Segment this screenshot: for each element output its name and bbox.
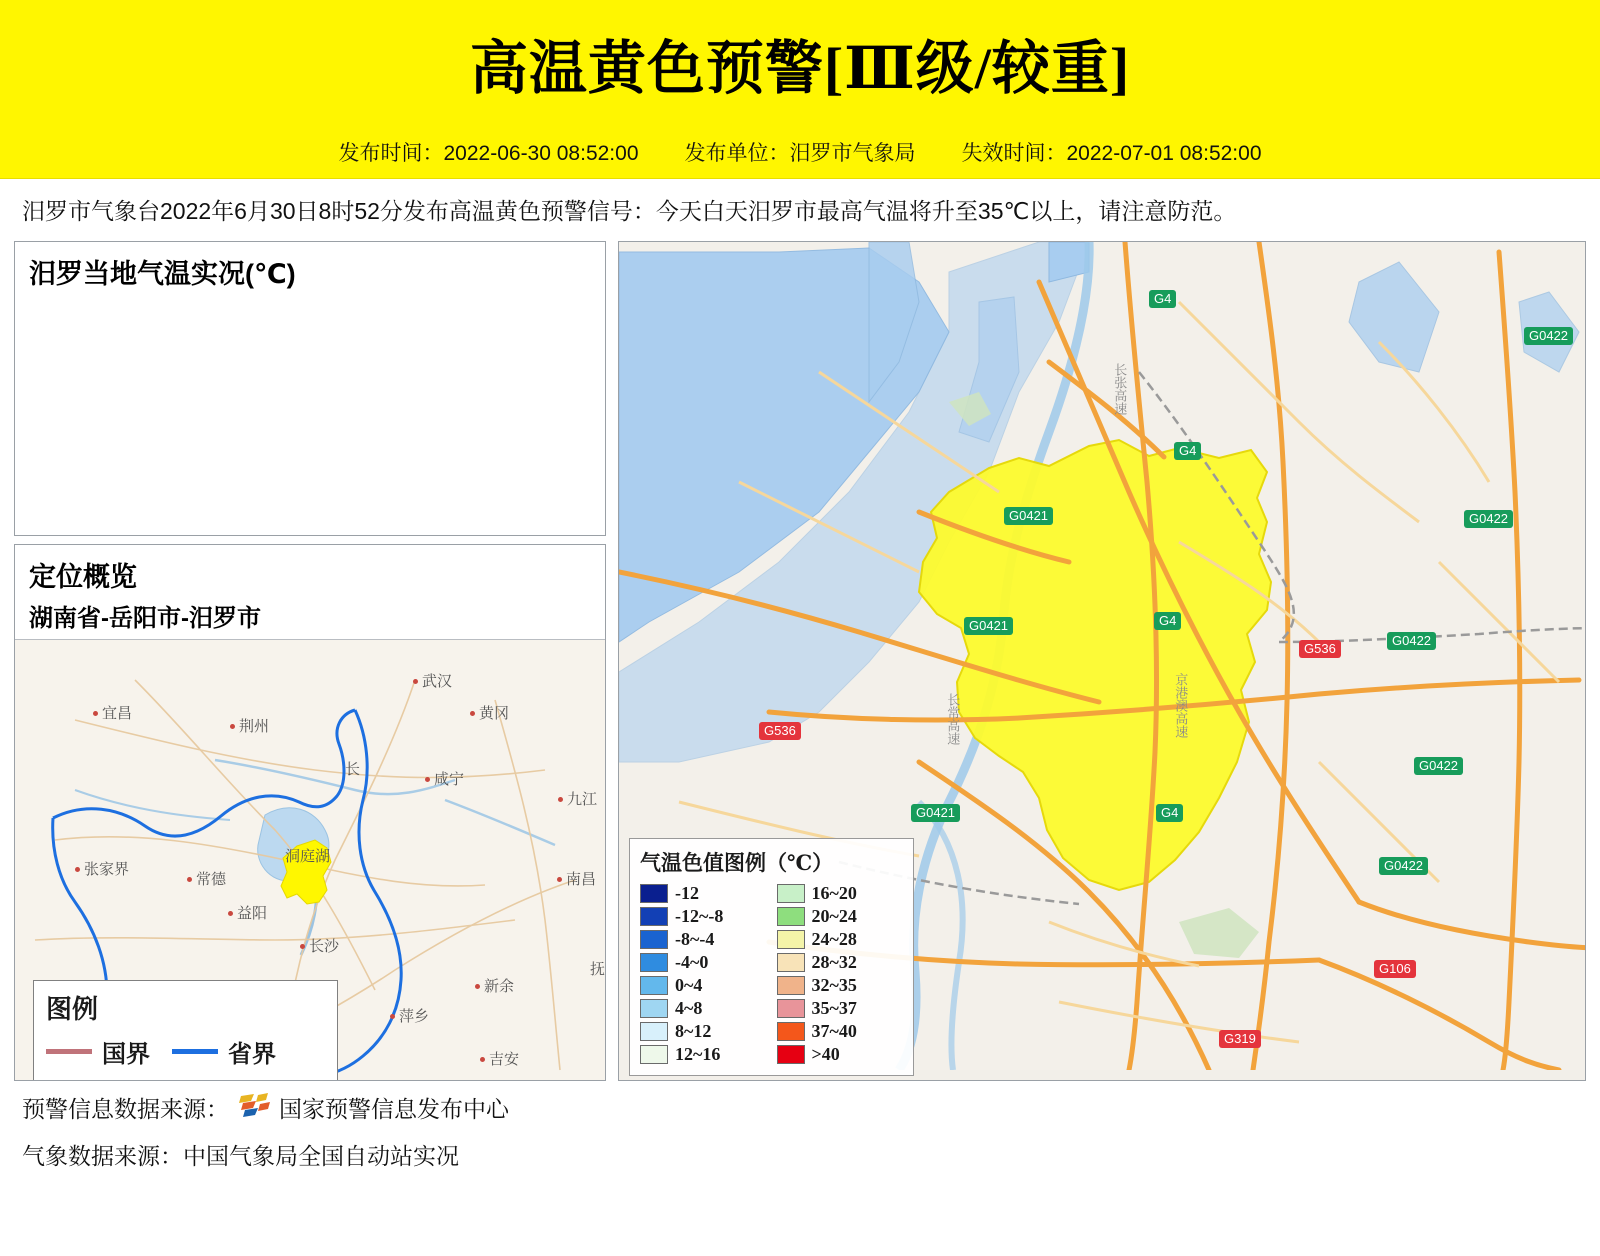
temperature-swatch — [640, 884, 668, 903]
city-dot-icon — [475, 984, 480, 989]
overview-map-city-label — [230, 715, 269, 736]
city-dot-icon — [480, 1057, 485, 1062]
city-name: 常德 — [196, 870, 227, 888]
temperature-legend-item — [640, 975, 767, 996]
overview-map-city-label — [470, 702, 509, 723]
temperature-range-label: -4~0 — [675, 951, 709, 972]
temperature-legend-item — [777, 906, 904, 927]
city-name: 宜昌 — [102, 704, 133, 722]
temperature-range-label: 8~12 — [675, 1020, 712, 1041]
location-overview-subtitle: 湖南省-岳阳市-汨罗市 — [29, 604, 261, 632]
temperature-range-label: >40 — [811, 1043, 840, 1064]
city-dot-icon — [228, 911, 233, 916]
alert-header-band — [0, 0, 1600, 125]
overview-map-city-label — [187, 868, 226, 889]
main-map[interactable] — [618, 241, 1586, 1081]
city-dot-icon — [187, 877, 192, 882]
temperature-range-label: 28~32 — [811, 951, 857, 972]
temperature-legend-item — [777, 1021, 904, 1042]
content-area — [0, 241, 1600, 1081]
city-name: 南昌 — [566, 870, 597, 888]
legend-item-national-border — [46, 1034, 150, 1069]
temperature-swatch — [777, 1022, 805, 1041]
alert-meta-band — [0, 125, 1600, 179]
page-title: 高温黄色预警[Ⅲ级/较重] — [469, 35, 1131, 101]
local-temperature-title: 汨罗当地气温实况(℃) — [29, 258, 296, 289]
overview-map-city-label — [75, 858, 129, 879]
city-dot-icon — [390, 1014, 395, 1019]
temperature-legend-item — [640, 998, 767, 1019]
temperature-legend-item — [777, 1044, 904, 1065]
temperature-swatch — [640, 999, 668, 1018]
temperature-legend-item — [777, 975, 904, 996]
overview-map-city-label — [558, 788, 597, 809]
issuing-organization: 发布单位：汨罗市气象局 — [684, 141, 916, 165]
city-name: 洞庭湖 — [285, 847, 331, 865]
location-overview-title: 定位概览 — [29, 561, 137, 592]
temperature-legend-item — [640, 883, 767, 904]
overview-map-city-label — [93, 702, 132, 723]
road-shield: G0422 — [1414, 757, 1463, 775]
city-name: 吉安 — [489, 1050, 520, 1068]
city-dot-icon — [470, 711, 475, 716]
road-shield: G0421 — [964, 617, 1013, 635]
road-shield: G0421 — [911, 804, 960, 822]
city-dot-icon — [75, 867, 80, 872]
city-dot-icon — [93, 711, 98, 716]
temperature-range-label: 16~20 — [811, 882, 857, 903]
local-temperature-panel — [14, 241, 606, 536]
temperature-swatch — [777, 976, 805, 995]
temperature-legend-title: 气温色值图例（℃） — [640, 850, 834, 875]
city-name: 张家界 — [84, 860, 130, 878]
city-name: 长沙 — [309, 937, 340, 955]
overview-map-city-label — [557, 868, 596, 889]
temperature-range-label: 20~24 — [811, 905, 857, 926]
footer — [0, 1081, 1600, 1171]
road-shield: G0422 — [1379, 857, 1428, 875]
city-dot-icon — [300, 944, 305, 949]
road-shield: G0422 — [1464, 510, 1513, 528]
overview-map-city-label — [475, 975, 514, 996]
legend-label-province-border: 省界 — [228, 1041, 276, 1068]
temperature-swatch — [777, 953, 805, 972]
road-shield: G536 — [1299, 640, 1341, 658]
overview-map-city-label — [480, 1048, 519, 1069]
city-name: 抚 — [590, 960, 605, 978]
city-name: 荆州 — [239, 717, 270, 735]
location-overview-panel — [14, 544, 606, 1081]
legend-item-province-border — [172, 1034, 276, 1069]
city-name: 武汉 — [422, 672, 453, 690]
national-border-swatch — [46, 1049, 92, 1054]
city-name: 九江 — [567, 790, 598, 808]
road-shield: 长常高速 — [945, 692, 961, 745]
road-shield: G0422 — [1524, 327, 1573, 345]
footer-source-org: 国家预警信息发布中心 — [279, 1095, 509, 1122]
footer-data-source: 气象数据来源：中国气象局全国自动站实况 — [22, 1142, 459, 1169]
city-dot-icon — [558, 797, 563, 802]
road-shield: 京港澳高速 — [1173, 672, 1189, 738]
city-name: 长 — [345, 760, 361, 778]
footer-source-row — [22, 1091, 1578, 1124]
overview-map-city-label — [590, 958, 605, 979]
footer-source-label: 预警信息数据来源： — [22, 1095, 229, 1122]
city-dot-icon — [557, 877, 562, 882]
road-shield: G319 — [1219, 1030, 1261, 1048]
temperature-range-label: 24~28 — [811, 928, 857, 949]
city-name: 咸宁 — [434, 770, 465, 788]
temperature-swatch — [640, 953, 668, 972]
overview-map-city-label — [300, 935, 339, 956]
legend-label-national-border: 国界 — [102, 1041, 150, 1068]
road-shield: G4 — [1156, 804, 1183, 822]
temperature-swatch — [640, 907, 668, 926]
footer-data-source-row — [22, 1138, 1578, 1171]
temperature-legend-item — [640, 1021, 767, 1042]
temperature-swatch — [640, 1022, 668, 1041]
temperature-swatch — [640, 1045, 668, 1064]
road-shield: G536 — [759, 722, 801, 740]
temperature-range-label: 4~8 — [675, 997, 703, 1018]
road-shield: G0421 — [1004, 507, 1053, 525]
city-name: 新余 — [484, 977, 515, 995]
warning-center-logo-icon — [237, 1092, 271, 1122]
city-name: 黄冈 — [479, 704, 510, 722]
overview-map-city-label — [285, 845, 330, 866]
overview-map-city-label — [345, 758, 360, 779]
overview-map-city-label — [425, 768, 464, 789]
temperature-swatch — [777, 930, 805, 949]
temperature-legend-item — [640, 952, 767, 973]
alert-summary-text: 汨罗市气象台2022年6月30日8时52分发布高温黄色预警信号：今天白天汨罗市最高气温将升至35℃以上，请注意防范。 — [22, 198, 1237, 224]
province-border-swatch — [172, 1049, 218, 1054]
road-shield: 长张高速 — [1112, 362, 1128, 415]
temperature-swatch — [777, 1045, 805, 1064]
issue-time: 发布时间：2022-06-30 08:52:00 — [338, 141, 639, 165]
road-shield: G4 — [1174, 442, 1201, 460]
overview-map-legend — [33, 980, 338, 1081]
road-shield: G4 — [1149, 290, 1176, 308]
temperature-range-label: 35~37 — [811, 997, 857, 1018]
overview-map-city-label — [228, 902, 267, 923]
temperature-legend-item — [777, 952, 904, 973]
temperature-swatch — [777, 884, 805, 903]
temperature-swatch — [777, 907, 805, 926]
city-dot-icon — [425, 777, 430, 782]
temperature-swatch — [777, 999, 805, 1018]
overview-legend-title: 图例 — [46, 994, 99, 1024]
temperature-swatch — [640, 930, 668, 949]
overview-map-city-label — [413, 670, 452, 691]
temperature-range-label: 12~16 — [675, 1043, 721, 1064]
road-shield: G106 — [1374, 960, 1416, 978]
city-dot-icon — [230, 724, 235, 729]
expire-time: 失效时间：2022-07-01 08:52:00 — [961, 141, 1262, 165]
city-name: 萍乡 — [399, 1007, 430, 1025]
temperature-range-label: -8~-4 — [675, 928, 715, 949]
temperature-legend-item — [640, 1044, 767, 1065]
overview-map[interactable] — [15, 639, 605, 1081]
temperature-legend-item — [777, 929, 904, 950]
temperature-range-label: -12 — [675, 882, 699, 903]
temperature-legend — [629, 838, 914, 1076]
road-shield: G4 — [1154, 612, 1181, 630]
temperature-legend-item — [640, 929, 767, 950]
temperature-legend-item — [640, 906, 767, 927]
temperature-legend-item — [777, 883, 904, 904]
temperature-legend-items — [640, 883, 903, 1065]
left-column — [14, 241, 606, 1081]
city-name: 益阳 — [237, 904, 268, 922]
temperature-range-label: -12~-8 — [675, 905, 724, 926]
temperature-range-label: 32~35 — [811, 974, 857, 995]
temperature-swatch — [640, 976, 668, 995]
road-shield: G0422 — [1387, 632, 1436, 650]
city-dot-icon — [413, 679, 418, 684]
overview-map-city-label — [390, 1005, 429, 1026]
temperature-range-label: 0~4 — [675, 974, 703, 995]
temperature-range-label: 37~40 — [811, 1020, 857, 1041]
temperature-legend-item — [777, 998, 904, 1019]
